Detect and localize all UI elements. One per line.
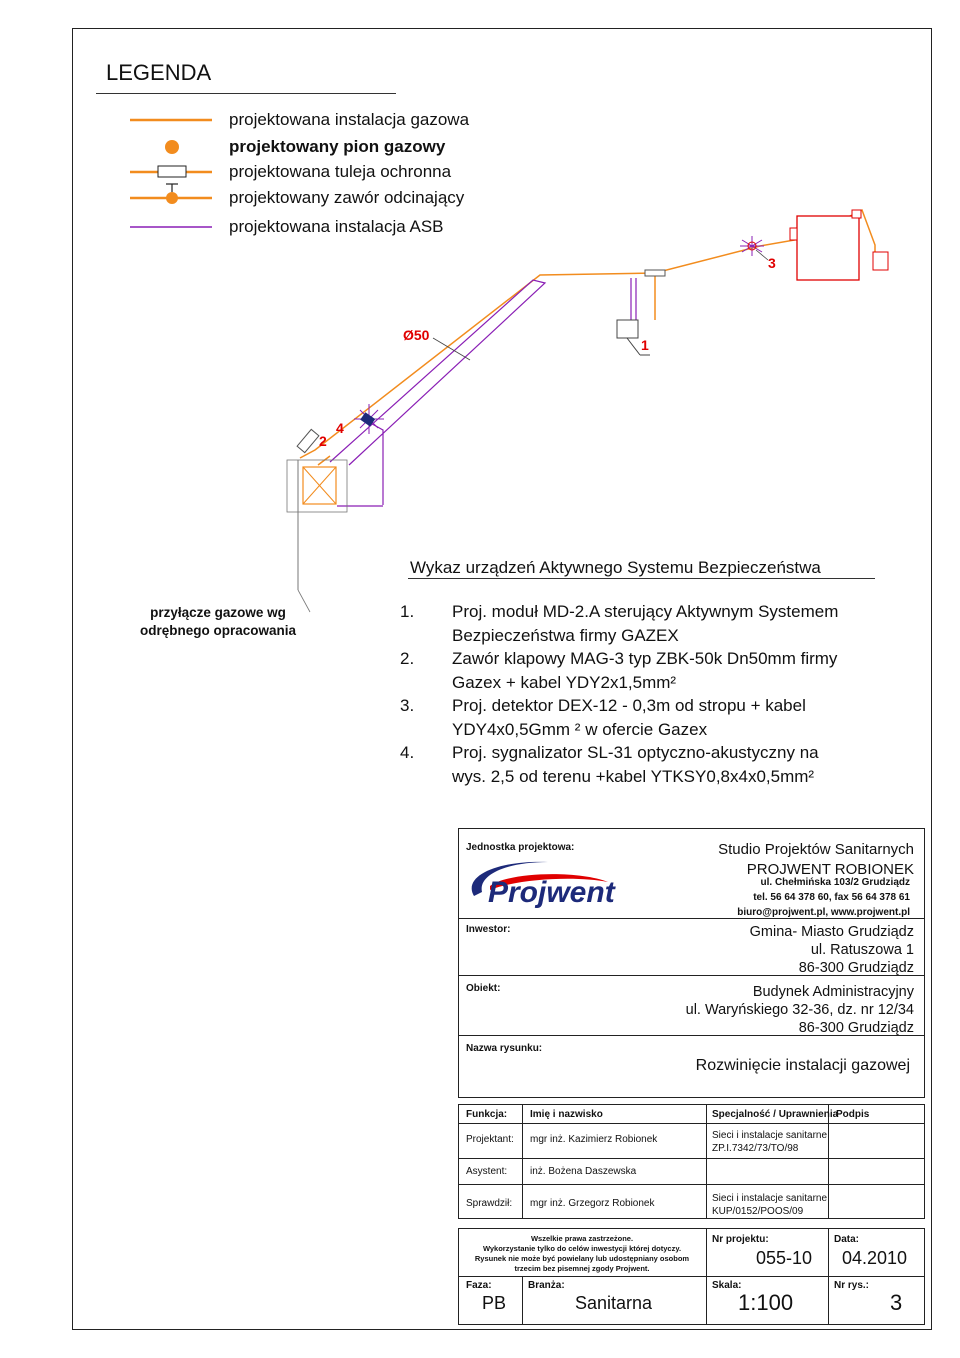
legend-item-riser: projektowany pion gazowy (229, 137, 446, 156)
object: Budynek Administracyjny ul. Waryńskiego 32-36, dz. nr 12/34 86-300 Grudziądz (685, 984, 914, 1036)
legend-item-gas-line: projektowana instalacja gazowa (229, 110, 470, 129)
drawing-name-label: Nazwa rysunku: (466, 1043, 543, 1054)
list-item: 2. Zawór klapowy MAG-3 typ ZBK-50k Dn50mm firmy (400, 649, 838, 668)
label-2: 2 (319, 433, 327, 449)
scale-label: Skala: (712, 1280, 742, 1291)
phase: PB (482, 1293, 507, 1313)
investor: Gmina- Miasto Grudziądz ul. Ratuszowa 1 86-300 Grudziądz (749, 924, 914, 976)
sheet-number-label: Nr rys.: (834, 1280, 870, 1291)
date-label: Data: (834, 1234, 860, 1245)
legend-valve-symbol (166, 192, 178, 204)
device-list-underline (408, 578, 875, 579)
role-checker: Sprawdził: (466, 1198, 513, 1209)
discipline-label: Branża: (528, 1280, 565, 1291)
list-item: 1. Proj. moduł MD-2.A sterujący Aktywnym Systemem (400, 602, 839, 621)
header-name: Imię i nazwisko (530, 1109, 603, 1120)
role-assistant: Asystent: (466, 1166, 508, 1177)
list-item: 3. Proj. detektor DEX-12 - 0,3m od stropu + kabel (400, 696, 806, 715)
date: 04.2010 (842, 1248, 908, 1268)
legend-item-valve: projektowany zawór odcinający (229, 188, 465, 207)
detector-symbol (740, 236, 764, 256)
legend-item-asb: projektowana instalacja ASB (229, 217, 444, 236)
diameter-label: Ø50 (403, 327, 430, 343)
header-signature: Podpis (836, 1109, 870, 1120)
unit-label: Jednostka projektowa: (466, 842, 575, 853)
scale: 1:100 (738, 1290, 794, 1315)
project-number: 055-10 (756, 1248, 813, 1268)
device-list-title: Wykaz urządzeń Aktywnego Systemu Bezpieczeństwa (410, 558, 821, 577)
name-assistant: inż. Bożena Daszewska (530, 1166, 637, 1177)
object-label: Obiekt: (466, 983, 501, 994)
legend-riser-symbol (165, 140, 179, 154)
legend-title: LEGENDA (106, 60, 212, 85)
legend-item-sleeve: projektowana tuleja ochronna (229, 162, 452, 181)
name-designer: mgr inż. Kazimierz Robionek (530, 1134, 658, 1145)
label-1: 1 (641, 337, 649, 353)
spec-designer: Sieci i instalacje sanitarne ZP.I.7342/73/TO/98 (712, 1130, 828, 1154)
phase-label: Faza: (466, 1280, 492, 1291)
project-number-label: Nr projektu: (712, 1234, 769, 1245)
list-item: 4. Proj. sygnalizator SL-31 optyczno-akustyczny na (400, 743, 819, 762)
connection-note: przyłącze gazowe wg odrębnego opracowania (140, 605, 297, 638)
rights-note: Wszelkie prawa zastrzeżone. Wykorzystanie tylko do celów inwestycji której dotyczy. Rysunek nie może być powielany lub udostępniany osobom trzecim bez pisemnej zgody Projwent. (474, 1234, 690, 1273)
name-checker: mgr inż. Grzegorz Robionek (530, 1198, 655, 1209)
discipline: Sanitarna (575, 1293, 653, 1313)
header-specialty: Specjalność / Uprawnienia (712, 1109, 839, 1120)
boiler-appliance (797, 216, 859, 280)
people-table (458, 1104, 925, 1219)
studio-name: Studio Projektów Sanitarnych PROJWENT ROBIONEK (718, 841, 914, 878)
device-list: 1. Proj. moduł MD-2.A sterujący Aktywnym Systemem Bezpieczeństwa firmy GAZEX 2. Zawór klapowy MAG-3 typ ZBK-50k Dn50mm firmy Gazex + kabel YDY2x1,5mm² 3. Proj. detektor DEX-12 - 0,3m od stropu + kabel YDY4x0,5Gmm ² w ofercie Gazex 4. Proj. sygnalizator SL-31 optyczno-akustyczny na wys. 2,5 od terenu +kabel YTKSY0,8x4x0,5mm² (400, 602, 839, 786)
drawing-name: Rozwinięcie instalacji gazowej (695, 1057, 910, 1074)
investor-label: Inwestor: (466, 924, 511, 935)
header-function: Funkcja: (466, 1109, 508, 1120)
studio-address: ul. Chełmińska 103/2 Grudziądz tel. 56 64 378 60, fax 56 64 378 61 biuro@projwent.pl, www.projwent.pl (737, 877, 910, 918)
asb-module-box (617, 320, 638, 338)
sheet-number: 3 (890, 1290, 903, 1315)
label-3: 3 (768, 255, 776, 271)
logo-text: Projwent (488, 876, 615, 909)
role-designer: Projektant: (466, 1134, 514, 1145)
asb-line (330, 278, 636, 506)
label-4: 4 (336, 420, 344, 436)
legend-sleeve-symbol (158, 166, 186, 177)
spec-checker: Sieci i instalacje sanitarne KUP/0152/POOS/09 (712, 1193, 828, 1217)
